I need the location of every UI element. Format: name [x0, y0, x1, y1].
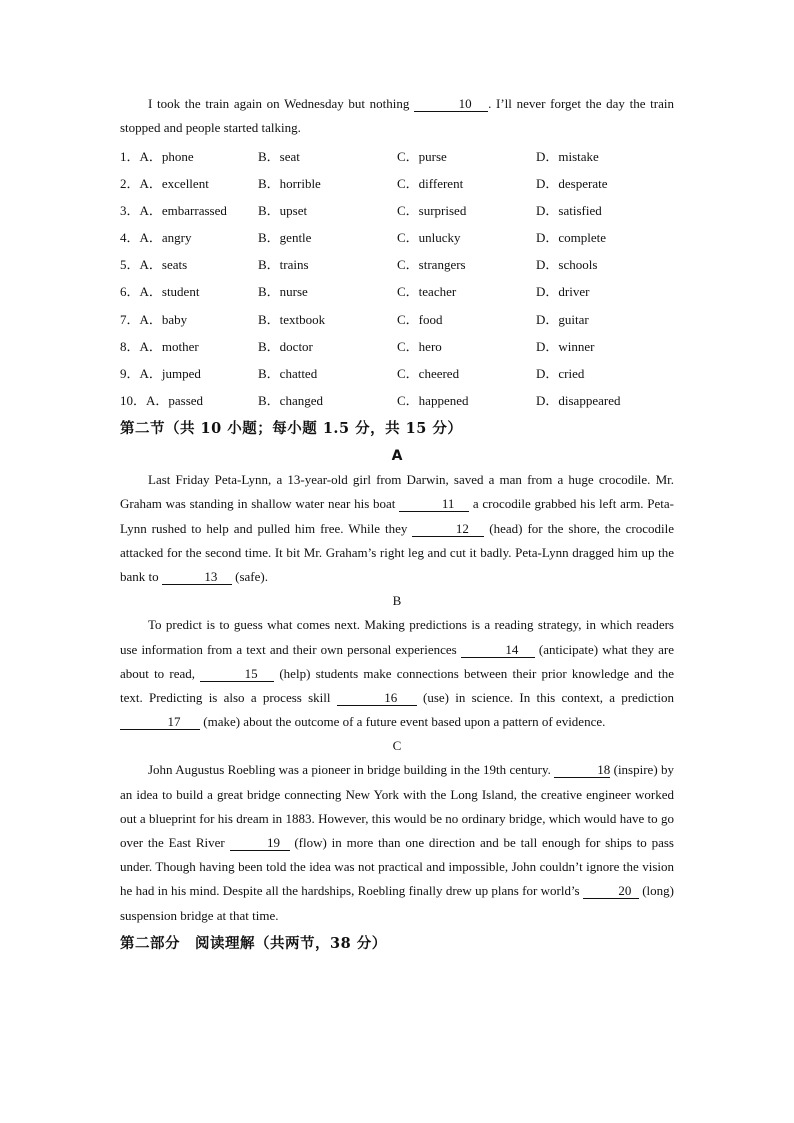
intro-text-2: . I’ll never forget the day the train stopped and people started talking.	[120, 96, 674, 136]
option-row	[120, 250, 674, 277]
option-row	[120, 305, 674, 332]
passage-text: Last Friday Peta-Lynn, a 13-year-old girl from Darwin, saved a man from a huge crocodile. Mr. Graham was standing in shallow water near his boat	[120, 472, 674, 512]
option-row	[120, 196, 674, 223]
passage-text: (use) in science. In this context, a prediction	[416, 689, 675, 705]
passage-b-heading: B	[392, 593, 402, 609]
option-row	[120, 223, 674, 250]
option-b: B．changed	[258, 393, 323, 409]
option-b: B．upset	[258, 202, 308, 218]
blank-13: 13	[162, 569, 232, 585]
option-c: C．surprised	[397, 202, 467, 218]
option-a: 9．A．jumped	[120, 366, 201, 381]
option-a: 4．A．angry	[120, 230, 192, 246]
blank-12: 12	[412, 521, 484, 537]
option-b: B．trains	[258, 257, 309, 273]
option-d: D．cried	[536, 366, 585, 381]
part-2-title: 第二部分 阅读理解（共两节，38 分）	[120, 934, 387, 952]
passage-a	[120, 468, 674, 589]
option-a: 5．A．seats	[120, 257, 188, 273]
option-c: C．teacher	[397, 284, 457, 300]
passage-text: (inspire) by an idea to build a great bridge connecting New York with the Long Island, the creative engineer worked out a blueprint for his dream in 1883. However, this would be no ordinary bridge, which would have to go over the East River	[120, 762, 674, 850]
passage-text: To predict is to guess what comes next. Making predictions is a reading strategy, in which readers use information from a text and their own personal experiences	[120, 617, 674, 657]
page-content	[120, 92, 674, 956]
passage-c	[120, 758, 674, 927]
option-c: C．food	[397, 311, 443, 327]
option-d: D．disappeared	[536, 393, 621, 409]
passage-b	[120, 613, 674, 734]
option-b: B．seat	[258, 148, 300, 164]
section-2-title: 第二节（共 10 小题；每小题 1.5 分，共 15 分）	[120, 420, 463, 438]
option-d: D．winner	[536, 338, 595, 354]
option-b: B．gentle	[258, 230, 312, 246]
option-c: C．purse	[397, 148, 447, 164]
option-a: 2．A．excellent	[120, 175, 209, 191]
option-d: D．desperate	[536, 175, 608, 191]
blank-20: 20	[583, 883, 639, 899]
passage-text: (head) for the shore, the crocodile attacked for the second time. It bit Mr. Graham’s right leg and cut it badly. Peta-Lynn dragged him up the bank to	[120, 520, 674, 585]
option-list	[120, 141, 674, 413]
passage-a-heading: A	[391, 448, 403, 465]
option-row	[120, 386, 674, 413]
option-b: B．nurse	[258, 284, 308, 300]
option-c: C．happened	[397, 393, 469, 409]
option-d: D．guitar	[536, 311, 589, 327]
intro-paragraph	[120, 92, 674, 140]
option-d: D．satisfied	[536, 202, 602, 218]
option-c: C．cheered	[397, 366, 460, 381]
option-a: 1．A．phone	[120, 148, 194, 164]
option-a: 7．A．baby	[120, 311, 188, 327]
blank-11: 11	[399, 496, 469, 512]
passage-text: (anticipate) what they are about to read,	[120, 641, 674, 681]
option-b: B．doctor	[258, 338, 313, 354]
blank-16: 16	[337, 690, 417, 706]
option-d: D．mistake	[536, 148, 599, 164]
passage-text: a crocodile grabbed his left arm. Peta-Lynn rushed to help and pulled him free. While they	[120, 496, 675, 536]
blank-10: 10	[414, 96, 488, 112]
passage-text: (make) about the outcome of a future event based upon a pattern of evidence.	[200, 714, 606, 730]
passage-c-heading: C	[392, 738, 402, 754]
option-d: D．complete	[536, 230, 607, 246]
option-d: D．schools	[536, 257, 598, 273]
option-c: C．hero	[397, 338, 442, 354]
option-c: C．unlucky	[397, 230, 461, 246]
passage-text: (long) suspension bridge at that time.	[120, 883, 674, 923]
option-row	[120, 141, 674, 168]
intro-text-1: I took the train again on Wednesday but nothing	[148, 96, 415, 111]
option-a: 8．A．mother	[120, 338, 199, 354]
blank-14: 14	[461, 642, 535, 658]
option-a: 10．A．passed	[120, 393, 204, 409]
passage-text: John Augustus Roebling was a pioneer in bridge building in the 19th century.	[148, 762, 555, 778]
option-a: 6．A．student	[120, 284, 200, 300]
option-c: C．strangers	[397, 257, 466, 273]
blank-19: 19	[230, 835, 290, 851]
option-row	[120, 332, 674, 359]
option-row	[120, 359, 674, 386]
option-c: C．different	[397, 175, 464, 191]
option-a: 3．A．embarrassed	[120, 202, 227, 218]
passage-text: (safe).	[231, 569, 268, 585]
blank-15: 15	[200, 666, 274, 682]
option-row	[120, 277, 674, 304]
option-b: B．textbook	[258, 311, 326, 327]
blank-18: 18	[554, 762, 610, 778]
option-b: B．chatted	[258, 366, 318, 381]
option-row	[120, 169, 674, 196]
blank-17: 17	[120, 714, 200, 730]
passage-text: (help) students make connections between their prior knowledge and the text. Predicting is also a process skill	[120, 665, 674, 705]
passage-text: (flow) in more than one direction and be tall enough for ships to pass under. Though having been told the idea was not practical and impossible, John couldn’t ignore the vision he had in his mind. Despite all the hardships, Roebling finally drew up plans for world’s	[120, 834, 674, 899]
option-d: D．driver	[536, 284, 590, 300]
option-b: B．horrible	[258, 175, 321, 191]
